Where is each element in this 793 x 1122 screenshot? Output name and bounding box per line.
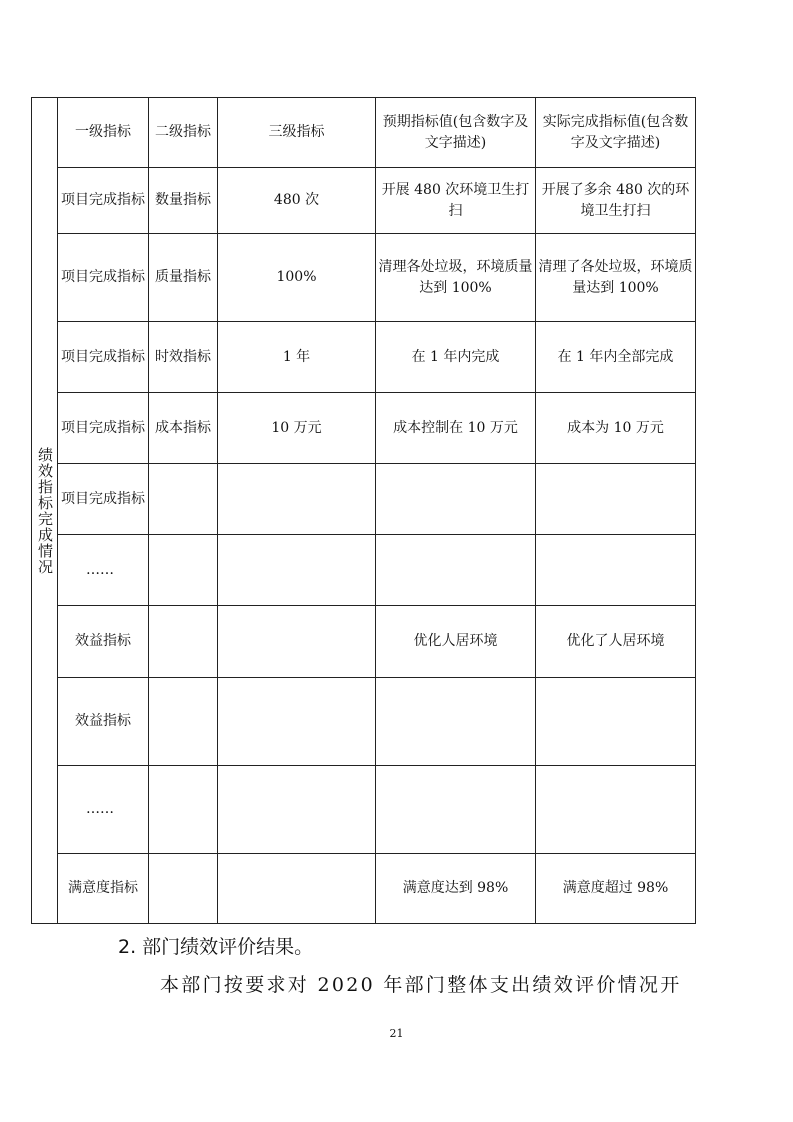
table-row — [32, 322, 696, 393]
cell-level1: 项目完成指标 — [58, 393, 149, 464]
cell-level3 — [218, 606, 376, 678]
cell-level1: 项目完成指标 — [58, 322, 149, 393]
cell-level2 — [149, 606, 218, 678]
cell-level3 — [218, 854, 376, 924]
table-row — [32, 678, 696, 766]
cell-actual: 清理了各处垃圾，环境质量达到 100% — [536, 234, 696, 322]
header-expected: 预期指标值(包含数字及文字描述) — [376, 98, 536, 168]
cell-level1: 项目完成指标 — [58, 168, 149, 234]
cell-level1: …… — [58, 535, 149, 606]
header-level2: 二级指标 — [149, 98, 218, 168]
cell-level2 — [149, 678, 218, 766]
cell-actual: 优化了人居环境 — [536, 606, 696, 678]
cell-expected: 开展 480 次环境卫生打扫 — [376, 168, 536, 234]
table-row — [32, 393, 696, 464]
cell-level1: 效益指标 — [58, 606, 149, 678]
cell-actual — [536, 535, 696, 606]
cell-level3: 10 万元 — [218, 393, 376, 464]
cell-actual: 成本为 10 万元 — [536, 393, 696, 464]
body-paragraph: 本部门按要求对 2020 年部门整体支出绩效评价情况开 — [160, 974, 682, 996]
cell-expected: 在 1 年内完成 — [376, 322, 536, 393]
table-row — [32, 168, 696, 234]
table-row — [32, 535, 696, 606]
cell-level3 — [218, 766, 376, 854]
cell-level2: 时效指标 — [149, 322, 218, 393]
cell-level2 — [149, 766, 218, 854]
table-row — [32, 766, 696, 854]
cell-level3: 480 次 — [218, 168, 376, 234]
cell-level2: 成本指标 — [149, 393, 218, 464]
cell-expected: 满意度达到 98% — [376, 854, 536, 924]
cell-level1: 满意度指标 — [58, 854, 149, 924]
cell-expected: 成本控制在 10 万元 — [376, 393, 536, 464]
cell-expected: 清理各处垃圾，环境质量达到 100% — [376, 234, 536, 322]
table-row — [32, 234, 696, 322]
cell-level3 — [218, 678, 376, 766]
cell-level1: 效益指标 — [58, 678, 149, 766]
cell-actual: 开展了多余 480 次的环境卫生打扫 — [536, 168, 696, 234]
cell-expected: 优化人居环境 — [376, 606, 536, 678]
side-label: 绩效指标完成情况 — [32, 98, 58, 924]
cell-level2: 质量指标 — [149, 234, 218, 322]
cell-actual: 满意度超过 98% — [536, 854, 696, 924]
cell-actual — [536, 678, 696, 766]
table-row — [32, 606, 696, 678]
cell-level3 — [218, 464, 376, 535]
performance-indicator-table — [31, 97, 696, 924]
header-level1: 一级指标 — [58, 98, 149, 168]
cell-level3: 1 年 — [218, 322, 376, 393]
cell-level3: 100% — [218, 234, 376, 322]
cell-level2 — [149, 854, 218, 924]
header-actual: 实际完成指标值(包含数字及文字描述) — [536, 98, 696, 168]
header-level3: 三级指标 — [218, 98, 376, 168]
table-row — [32, 464, 696, 535]
table-header-row — [32, 98, 696, 168]
cell-expected — [376, 766, 536, 854]
table-row — [32, 854, 696, 924]
page-number: 21 — [389, 1027, 404, 1040]
cell-level3 — [218, 535, 376, 606]
cell-level1: 项目完成指标 — [58, 234, 149, 322]
cell-level2 — [149, 464, 218, 535]
cell-level1: …… — [58, 766, 149, 854]
cell-level2 — [149, 535, 218, 606]
cell-expected — [376, 678, 536, 766]
cell-expected — [376, 464, 536, 535]
cell-actual — [536, 464, 696, 535]
cell-actual — [536, 766, 696, 854]
cell-expected — [376, 535, 536, 606]
section-heading: 2. 部门绩效评价结果。 — [118, 936, 314, 958]
cell-level2: 数量指标 — [149, 168, 218, 234]
cell-level1: 项目完成指标 — [58, 464, 149, 535]
cell-actual: 在 1 年内全部完成 — [536, 322, 696, 393]
